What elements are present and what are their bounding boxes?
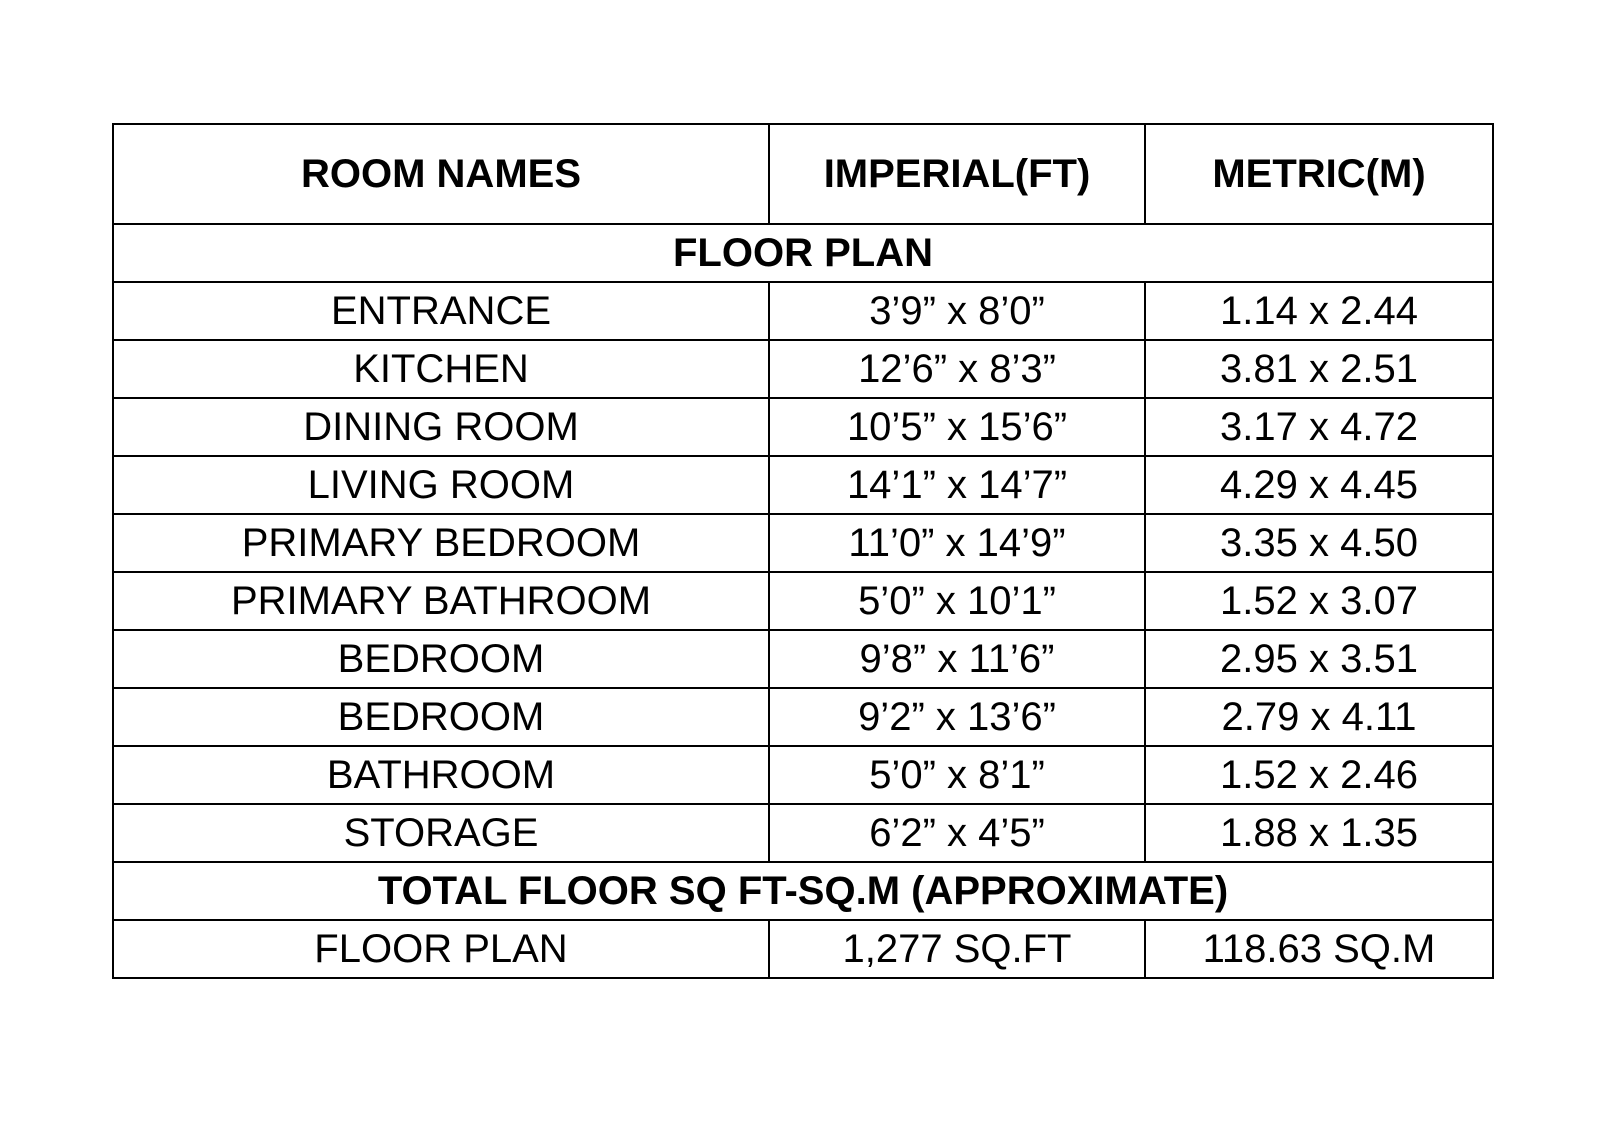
- total-name-cell: FLOOR PLAN: [113, 920, 769, 978]
- metric-cell: 1.88 x 1.35: [1145, 804, 1493, 862]
- table-row: [113, 688, 1493, 746]
- metric-cell: 1.52 x 2.46: [1145, 746, 1493, 804]
- table-row: [113, 456, 1493, 514]
- imperial-cell: 3’9” x 8’0”: [769, 282, 1145, 340]
- metric-cell: 3.81 x 2.51: [1145, 340, 1493, 398]
- room-name-cell: BATHROOM: [113, 746, 769, 804]
- imperial-cell: 5’0” x 10’1”: [769, 572, 1145, 630]
- imperial-cell: 6’2” x 4’5”: [769, 804, 1145, 862]
- table-row: [113, 804, 1493, 862]
- header-room-names: ROOM NAMES: [113, 124, 769, 224]
- table-row: [113, 630, 1493, 688]
- imperial-cell: 9’8” x 11’6”: [769, 630, 1145, 688]
- room-name-cell: ENTRANCE: [113, 282, 769, 340]
- metric-cell: 2.95 x 3.51: [1145, 630, 1493, 688]
- imperial-cell: 11’0” x 14’9”: [769, 514, 1145, 572]
- header-row: [113, 124, 1493, 224]
- section-row: [113, 224, 1493, 282]
- total-title: TOTAL FLOOR SQ FT-SQ.M (APPROXIMATE): [113, 862, 1493, 920]
- metric-cell: 1.52 x 3.07: [1145, 572, 1493, 630]
- room-name-cell: KITCHEN: [113, 340, 769, 398]
- imperial-cell: 5’0” x 8’1”: [769, 746, 1145, 804]
- metric-cell: 3.17 x 4.72: [1145, 398, 1493, 456]
- imperial-cell: 12’6” x 8’3”: [769, 340, 1145, 398]
- room-name-cell: LIVING ROOM: [113, 456, 769, 514]
- room-name-cell: STORAGE: [113, 804, 769, 862]
- header-metric: METRIC(M): [1145, 124, 1493, 224]
- metric-cell: 3.35 x 4.50: [1145, 514, 1493, 572]
- table-row: [113, 746, 1493, 804]
- total-imperial-cell: 1,277 SQ.FT: [769, 920, 1145, 978]
- metric-cell: 2.79 x 4.11: [1145, 688, 1493, 746]
- table-row: [113, 340, 1493, 398]
- table-row: [113, 282, 1493, 340]
- imperial-cell: 14’1” x 14’7”: [769, 456, 1145, 514]
- section-title: FLOOR PLAN: [113, 224, 1493, 282]
- total-title-row: [113, 862, 1493, 920]
- room-name-cell: BEDROOM: [113, 688, 769, 746]
- imperial-cell: 9’2” x 13’6”: [769, 688, 1145, 746]
- table-row: [113, 572, 1493, 630]
- room-name-cell: PRIMARY BEDROOM: [113, 514, 769, 572]
- metric-cell: 1.14 x 2.44: [1145, 282, 1493, 340]
- imperial-cell: 10’5” x 15’6”: [769, 398, 1145, 456]
- total-metric-cell: 118.63 SQ.M: [1145, 920, 1493, 978]
- room-dimensions-table: [112, 123, 1494, 979]
- total-values-row: [113, 920, 1493, 978]
- room-name-cell: BEDROOM: [113, 630, 769, 688]
- table-row: [113, 514, 1493, 572]
- room-name-cell: DINING ROOM: [113, 398, 769, 456]
- table-row: [113, 398, 1493, 456]
- header-imperial: IMPERIAL(FT): [769, 124, 1145, 224]
- metric-cell: 4.29 x 4.45: [1145, 456, 1493, 514]
- room-name-cell: PRIMARY BATHROOM: [113, 572, 769, 630]
